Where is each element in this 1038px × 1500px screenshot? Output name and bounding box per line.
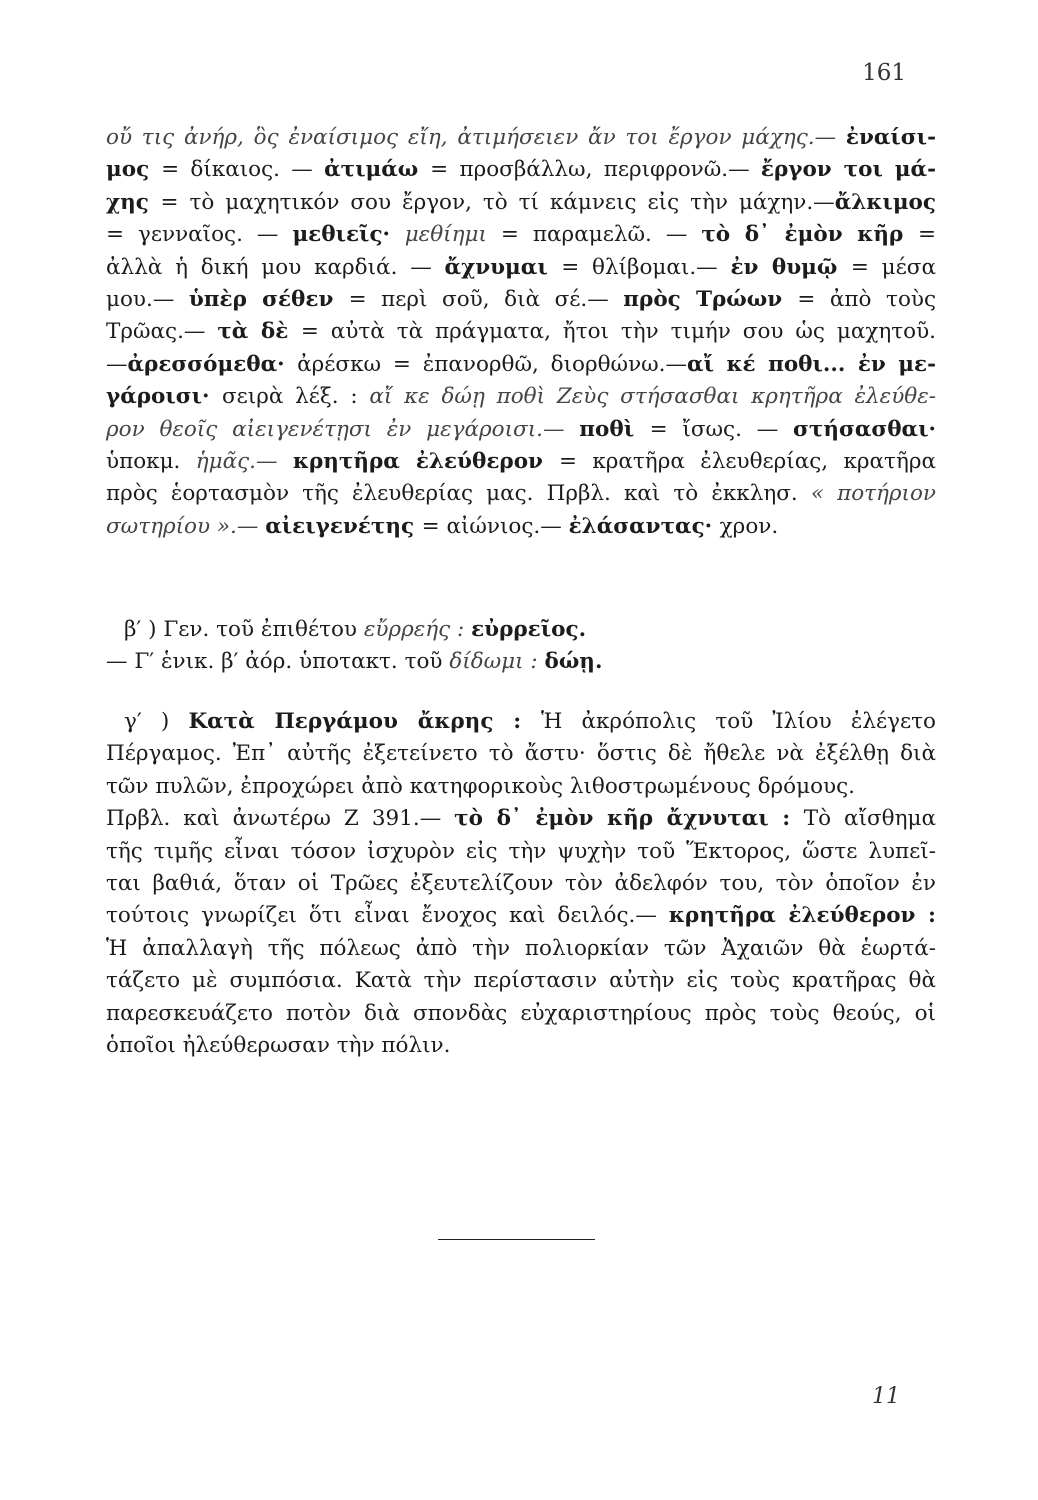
text-line (106, 803, 936, 835)
gloss-text: ὁποῖοι ἠλεύθερωσαν τὴν πόλιν. (106, 1032, 451, 1058)
text-line (106, 836, 936, 868)
gloss-text: ἀλλὰ ἡ δική μου καρδιά. — (106, 254, 445, 280)
gloss-text: = περὶ σοῦ, διὰ σέ.— (348, 286, 624, 312)
gloss-text: = παραμελῶ. — (500, 222, 702, 248)
gloss-text: = μέσα (850, 254, 936, 280)
quoted-text: ρον θεοῖς αἰειγενέτῃσι ἐν μεγάροισι.— (106, 416, 580, 442)
text-line (106, 446, 936, 478)
gloss-text: ἀρέσκω = ἐπανορθῶ, διορθώνω.— (297, 351, 688, 377)
lemma-term: εὐρρεῖος. (471, 617, 587, 642)
lemma-term: στήσασθαι· (793, 416, 936, 442)
lemma-term: ἐλάσαντας· (568, 513, 720, 539)
lemma-term: ποθὶ (579, 416, 650, 442)
lemma-term: τὸ δ᾽ ἐμὸν κῆρ ἄχνυται : (454, 806, 804, 832)
lemma-term: ἀρεσσόμεθα· (127, 351, 298, 377)
lemma-term: γάροισι· (106, 384, 222, 410)
gloss-text: τῶν πυλῶν, ἐπροχώρει ἀπὸ κατηφορικοὺς λιθοστρωμένους δρόμους. (106, 773, 855, 799)
lemma-term: τὸ δ᾽ ἐμὸν κῆρ (701, 222, 918, 248)
lemma-term: ἐναίσι- (845, 125, 936, 150)
text-line (106, 122, 936, 154)
quoted-text: « ποτήριον (810, 481, 937, 507)
gloss-text: β′ ) Γεν. τοῦ ἐπιθέτου (124, 617, 364, 642)
lemma-term: δώῃ. (544, 649, 603, 675)
text-line (106, 1030, 936, 1062)
quoted-text: σωτηρίου ».— (106, 513, 266, 539)
text-line (106, 965, 936, 997)
gloss-text: = τὸ μαχητικόν σου ἔργον, τὸ τί κάμνεις εἰς τὴν μάχην.— (160, 189, 835, 215)
signature-mark: 11 (872, 1384, 900, 1409)
gloss-text: = (917, 222, 936, 248)
gloss-text: μου.— (106, 286, 189, 312)
gloss-text: = ἀπὸ τοὺς (797, 286, 936, 312)
gloss-text: Τρῶας.— (106, 319, 218, 345)
text-line (106, 738, 936, 770)
gloss-text: = δίκαιος. — (161, 157, 325, 183)
gloss-text: παρεσκευάζετο ποτὸν διὰ σπονδὰς εὐχαριστηρίους πρὸς τοὺς θεούς, οἱ (106, 1000, 936, 1026)
text-line (106, 900, 936, 932)
gloss-text: ται βαθιά, ὅταν οἱ Τρῶες ἐξευτελίζουν τὸν ἀδελφόν του, τὸν ὁποῖον ἐν (106, 870, 936, 896)
quoted-text: εὔρρεής : (363, 617, 472, 642)
lemma-term: ὑπὲρ σέθεν (188, 286, 349, 312)
lemma-term: ἄχνυμαι (444, 254, 562, 280)
quoted-text: οὔ τις ἀνήρ, ὃς ἐναίσιμος εἴη, ἀτιμήσειεν ἄν τοι ἔργον μάχης.— (106, 125, 846, 150)
lemma-term: κρητῆρα ἐλεύθερον (292, 448, 559, 474)
lemma-term: ἀτιμάω (324, 157, 431, 183)
gloss-text: τῆς τιμῆς εἶναι τόσον ἰσχυρὸν εἰς τὴν ψυχὴν τοῦ Ἕκτορος, ὥστε λυπεῖ- (106, 838, 936, 864)
gloss-text: = ἴσως. — (649, 416, 794, 442)
gloss-text: τούτοις γνωρίζει ὅτι εἶναι ἔνοχος καὶ δειλός.— (106, 903, 669, 929)
gloss-text: Ἡ ἀπαλλαγὴ τῆς πόλεως ἀπὸ τὴν πολιορκίαν τῶν Ἀχαιῶν θὰ ἑωρτά- (106, 935, 936, 961)
lemma-term: κρητῆρα ἐλεύθερον : (668, 903, 936, 929)
gloss-text: σειρὰ λέξ. : (221, 384, 370, 410)
gloss-text: = γενναῖος. — (106, 222, 293, 248)
text-line (106, 706, 936, 738)
text-line (106, 381, 936, 413)
gloss-text: γ′ ) (124, 709, 189, 734)
note-gamma (106, 706, 936, 1062)
gloss-text: Πρβλ. καὶ ἀνωτέρω Ζ 391.— (106, 806, 455, 832)
gloss-text: = αὐτὰ τὰ πράγματα, ἤτοι τὴν τιμήν σου ὡς μαχητοῦ. (300, 319, 936, 345)
gloss-text: Ἡ ἀκρόπολις τοῦ Ἰλίου ἐλέγετο (540, 709, 936, 734)
gloss-text: = θλίβομαι.— (561, 254, 731, 280)
text-line (106, 252, 936, 284)
lemma-term: ἐν θυμῷ (730, 254, 851, 280)
gloss-text: — (106, 351, 128, 377)
quoted-text: δίδωμι : (449, 649, 545, 675)
lemma-term: Κατὰ Περγάμου ἄκρης : (188, 709, 541, 734)
gloss-text: Πέργαμος. Ἐπ᾽ αὐτῆς ἐξετείνετο τὸ ἄστυ· ὅστις δὲ ἤθελε νὰ ἐξέλθῃ διὰ (106, 741, 936, 767)
text-line (106, 414, 936, 446)
gloss-text: πρὸς ἑορτασμὸν τῆς ἐλευθερίας μας. Πρβλ. καὶ τὸ ἐκκλησ. (106, 481, 811, 507)
lemma-term: ἔργον τοι μά- (760, 157, 937, 183)
gloss-text: τάζετο μὲ συμπόσια. Κατὰ τὴν περίστασιν αὐτὴν εἰς τοὺς κρατῆρας θὰ (106, 968, 936, 994)
lemma-term: μεθιεῖς· (292, 222, 405, 248)
text-line (106, 284, 936, 316)
quoted-text: αἴ κε δώῃ ποθὶ Ζεὺς στήσασθαι κρητῆρα ἐλεύθε- (369, 384, 937, 410)
text-line (106, 868, 936, 900)
text-line (106, 933, 936, 965)
gloss-text: — Γ′ ἑνικ. β′ ἀόρ. ὑποτακτ. τοῦ (106, 649, 450, 675)
text-line (106, 646, 936, 678)
text-line (106, 316, 936, 348)
text-line (106, 511, 936, 543)
text-line (106, 219, 936, 251)
commentary-notes (106, 122, 936, 543)
text-line (106, 478, 936, 510)
footer-separator-rule (438, 1239, 595, 1240)
lemma-term: αἴ κέ ποθι... ἐν με- (687, 351, 937, 377)
lemma-term: πρὸς Τρώων (623, 286, 798, 312)
lemma-term: χης (106, 189, 161, 215)
lemma-term: τὰ δὲ (217, 319, 301, 345)
page-number: 161 (862, 60, 906, 86)
text-line (106, 154, 936, 186)
text-line (106, 187, 936, 219)
text-line (106, 349, 936, 381)
lemma-term: μος (106, 157, 162, 183)
gloss-text: = αἰώνιος.— (421, 513, 569, 539)
lemma-term: ἄλκιμος (834, 189, 936, 215)
gloss-text: Τὸ αἴσθημα (803, 806, 936, 832)
gloss-text: = κρατῆρα ἐλευθερίας, κρατῆρα (558, 448, 936, 474)
quoted-text: ἡμᾶς.— (195, 448, 293, 474)
text-line (106, 998, 936, 1030)
lemma-term: αἰειγενέτης (265, 513, 422, 539)
quoted-text: μεθίημι (404, 222, 501, 248)
gloss-text: ὑποκμ. (106, 448, 196, 474)
gloss-text: = προσβάλλω, περιφρονῶ.— (430, 157, 761, 183)
text-line (106, 771, 936, 803)
note-beta (106, 614, 936, 679)
gloss-text: χρον. (719, 513, 779, 539)
text-line (106, 614, 936, 646)
